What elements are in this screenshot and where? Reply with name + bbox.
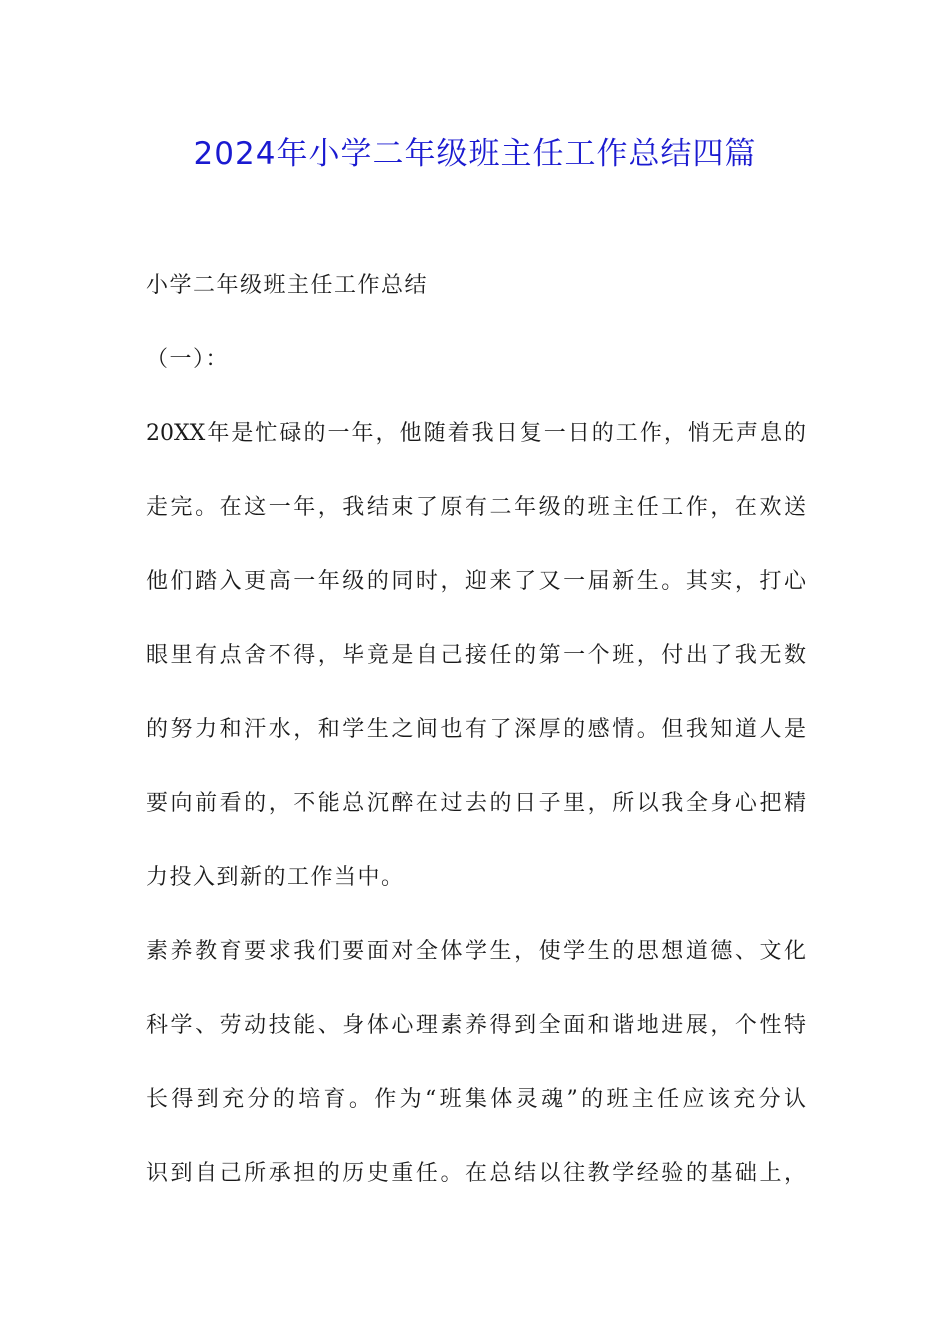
paragraph-line: 要向前看的，不能总沉醉在过去的日子里，所以我全身心把精 [146, 791, 806, 816]
paragraph-line: 素养教育要求我们要面对全体学生，使学生的思想道德、文化 [146, 939, 806, 964]
paragraph-2 [146, 928, 806, 1224]
paragraph-line: 的努力和汗水，和学生之间也有了深厚的感情。但我知道人是 [146, 717, 806, 742]
paragraph-line: 20XX年是忙碌的一年，他随着我日复一日的工作，悄无声息的 [146, 421, 806, 446]
section-number: （一）： [146, 347, 230, 372]
paragraph-line: 眼里有点舍不得，毕竟是自己接任的第一个班，付出了我无数 [146, 643, 806, 668]
paragraph-line: 科学、劳动技能、身体心理素养得到全面和谐地进展，个性特 [146, 1013, 806, 1038]
paragraph-line: 长得到充分的培育。作为“班集体灵魂”的班主任应该充分认 [146, 1087, 806, 1112]
paragraph-line: 力投入到新的工作当中。 [146, 865, 405, 890]
section-heading: 小学二年级班主任工作总结 [146, 273, 429, 298]
paragraph-line: 走完。在这一年，我结束了原有二年级的班主任工作，在欢送 [146, 495, 806, 520]
paragraph-1 [146, 410, 806, 928]
document-body [146, 262, 806, 1224]
document-title: 2024年小学二年级班主任工作总结四篇 [193, 136, 757, 172]
paragraph-line: 他们踏入更高一年级的同时，迎来了又一届新生。其实，打心 [146, 569, 806, 594]
paragraph-line: 识到自己所承担的历史重任。在总结以往教学经验的基础上， [146, 1161, 806, 1186]
